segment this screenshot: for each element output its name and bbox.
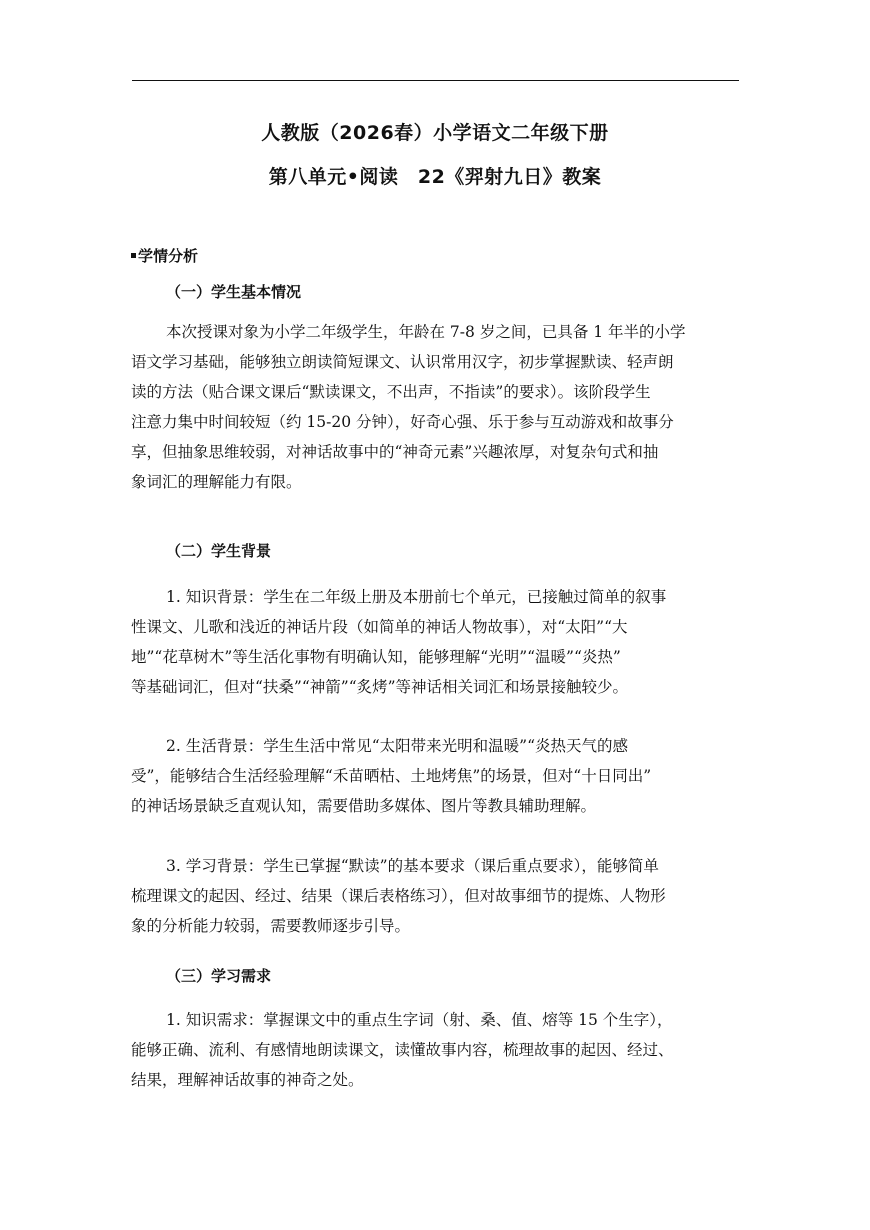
- paragraph-line: 1. 知识需求：掌握课文中的重点生字词（射、桑、值、熔等 15 个生字），: [166, 1011, 673, 1029]
- paragraph-line: 等基础词汇，但对“扶桑”“神箭”“炙烤”等神话相关词汇和场景接触较少。: [131, 678, 629, 696]
- paragraph-line: 结果，理解神话故事的神奇之处。: [131, 1071, 364, 1089]
- paragraph-line: 地”“花草树木”等生活化事物有明确认知，能够理解“光明”“温暖”“炎热”: [131, 648, 621, 666]
- paragraph-line: 性课文、儿歌和浅近的神话片段（如简单的神话人物故事），对“太阳”“大: [131, 618, 628, 636]
- paragraph-line: 本次授课对象为小学二年级学生，年龄在 7-8 岁之间，已具备 1 年半的小学: [166, 323, 686, 341]
- paragraph-life-background: [131, 731, 738, 821]
- section-heading-learning-analysis: [131, 245, 198, 266]
- square-bullet-icon: [131, 253, 136, 258]
- paragraph-line: 象词汇的理解能力有限。: [131, 473, 302, 491]
- paragraph-learning-background: [131, 851, 738, 941]
- subsection-heading-background: （二）学生背景: [166, 542, 272, 560]
- paragraph-knowledge-needs: [131, 1005, 738, 1095]
- paragraph-line: 注意力集中时间较短（约 15-20 分钟），好奇心强、乐于参与互动游戏和故事分: [131, 413, 674, 431]
- section-heading-text: 学情分析: [138, 247, 199, 265]
- document-title: 人教版（2026春）小学语文二年级下册: [261, 122, 609, 144]
- paragraph-line: 的神话场景缺乏直观认知，需要借助多媒体、图片等教具辅助理解。: [131, 797, 597, 815]
- paragraph-line: 1. 知识背景：学生在二年级上册及本册前七个单元，已接触过简单的叙事: [166, 588, 667, 606]
- paragraph-knowledge-background: [131, 582, 738, 702]
- paragraph-line: 享，但抽象思维较弱，对神话故事中的“神奇元素”兴趣浓厚，对复杂句式和抽: [131, 443, 659, 461]
- paragraph-line: 语文学习基础，能够独立朗读简短课文、认识常用汉字，初步掌握默读、轻声朗: [131, 353, 674, 371]
- paragraph-basic-info: [131, 317, 738, 497]
- paragraph-line: 梳理课文的起因、经过、结果（课后表格练习），但对故事细节的提炼、人物形: [131, 887, 666, 905]
- paragraph-line: 受”，能够结合生活经验理解“禾苗晒枯、土地烤焦”的场景，但对“十日同出”: [131, 767, 652, 785]
- paragraph-line: 读的方法（贴合课文课后“默读课文，不出声，不指读”的要求）。该阶段学生: [131, 383, 651, 401]
- paragraph-line: 象的分析能力较弱，需要教师逐步引导。: [131, 917, 411, 935]
- paragraph-line: 能够正确、流利、有感情地朗读课文，读懂故事内容，梳理故事的起因、经过、: [131, 1041, 674, 1059]
- document-subtitle: 第八单元•阅读 22《羿射九日》教案: [268, 166, 602, 188]
- subsection-heading-learning-needs: （三）学习需求: [166, 967, 272, 985]
- subsection-heading-basic-info: （一）学生基本情况: [166, 283, 302, 301]
- paragraph-line: 3. 学习背景：学生已掌握“默读”的基本要求（课后重点要求），能够简单: [166, 857, 659, 875]
- header-rule: [132, 80, 739, 81]
- paragraph-line: 2. 生活背景：学生生活中常见“太阳带来光明和温暖”“炎热天气的感: [166, 737, 628, 755]
